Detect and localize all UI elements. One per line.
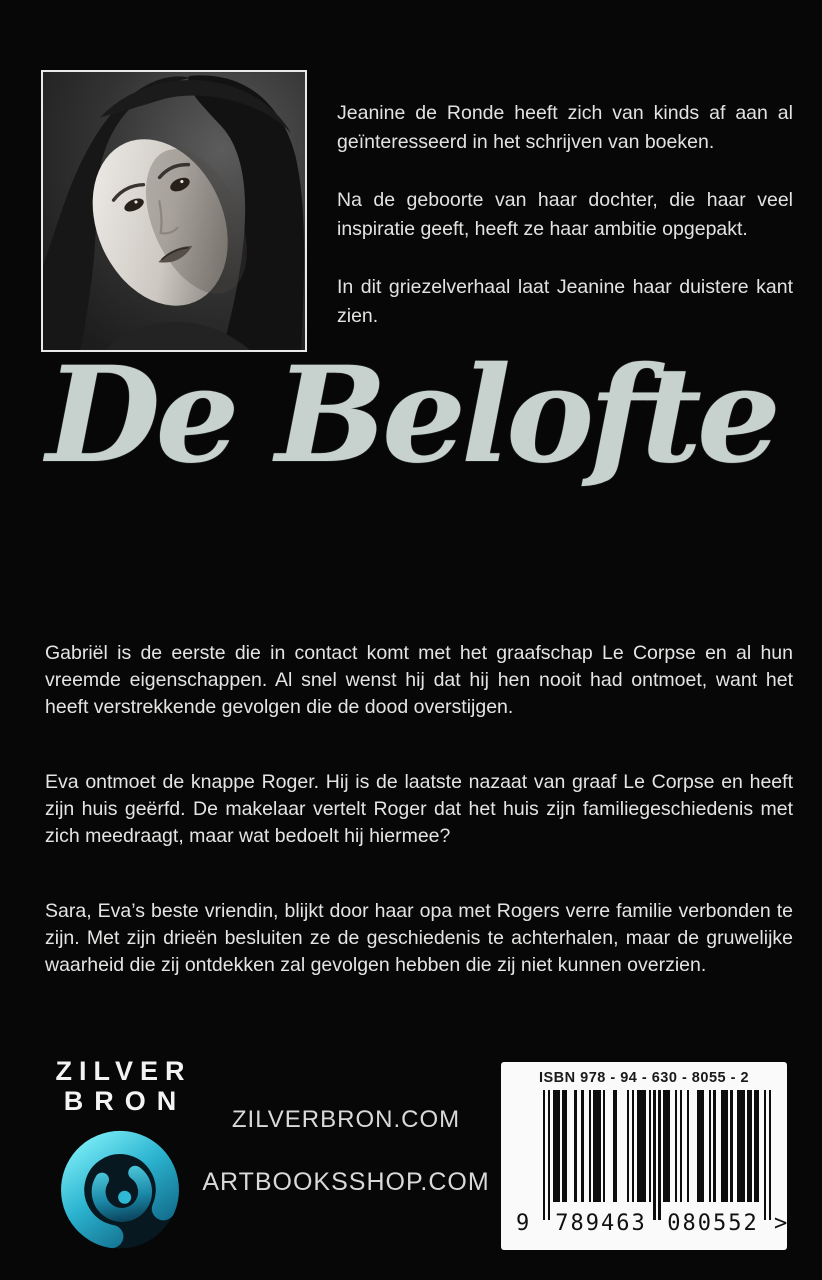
barcode-bar [663, 1090, 670, 1202]
barcode-bar [632, 1090, 634, 1202]
barcode-bar [680, 1090, 682, 1202]
zilverbron-swirl-logo-icon [36, 1120, 204, 1261]
synopsis-paragraph: Eva ontmoet de knappe Roger. Hij is de laatste nazaat van graaf Le Corpse en heeft zijn huis geërfd. De makelaar vertelt Roger dat het huis zijn familiegeschiedenis met zich meedraagt, maar wat bedoelt hij hiermee? [45, 771, 793, 847]
publisher-name-line2: BRON [63, 1086, 188, 1116]
book-title: De Belofte [46, 338, 776, 493]
about-author-paragraph: Jeanine de Ronde heeft zich van kinds af aan al geïnteresseerd in het schrijven van boeken. [337, 102, 793, 153]
barcode-bar [754, 1090, 759, 1202]
barcode-bar [721, 1090, 728, 1202]
isbn-label: ISBN 978 - 94 - 630 - 8055 - 2 [538, 1070, 750, 1086]
barcode [501, 1062, 787, 1250]
barcode-digit-leading: 9 [516, 1211, 530, 1236]
barcode-digits-left: 789463 [555, 1211, 647, 1236]
publisher-name-line1: ZILVER [55, 1056, 192, 1086]
barcode-bar [649, 1090, 651, 1202]
barcode-bars [516, 1090, 788, 1236]
about-author-paragraph: In dit griezelverhaal laat Jeanine haar duistere kant zien. [337, 276, 793, 327]
barcode-bar [747, 1090, 752, 1202]
barcode-bar [687, 1090, 689, 1202]
barcode-bar [589, 1090, 591, 1202]
barcode-bar [543, 1090, 545, 1220]
author-photo [41, 70, 307, 352]
barcode-digits-right: 080552 [667, 1211, 759, 1236]
barcode-bar [697, 1090, 704, 1202]
website-zilverbron: ZILVERBRON.COM [231, 1106, 461, 1133]
barcode-bar [627, 1090, 629, 1202]
barcode-bar [737, 1090, 744, 1202]
publisher-logo-block [36, 1056, 204, 1261]
synopsis-paragraph: Gabriël is de eerste die in contact komt met het graafschap Le Corpse en al hun vreemde eigenschappen. Al snel wenst hij dat hij hen nooit had ontmoet, want het heeft verstrekkende gevolgen die de dood overstijgen. [45, 642, 793, 718]
barcode-bar [658, 1090, 660, 1220]
barcode-bar [613, 1090, 618, 1202]
barcode-bar [709, 1090, 711, 1202]
barcode-bar [713, 1090, 715, 1202]
synopsis-paragraph: Sara, Eva’s beste vriendin, blijkt door haar opa met Rogers verre familie verbonden te zijn. Met zijn drieën besluiten ze de geschiedenis te achterhalen, maar de gruwelijke waarheid die zij ontdekken zal gevolgen hebben die zij niet kunnen overzien. [45, 900, 793, 976]
synopsis-text [45, 640, 793, 979]
barcode-bar [574, 1090, 576, 1202]
barcode-bar [548, 1090, 550, 1220]
barcode-bar [553, 1090, 560, 1202]
barcode-bar [730, 1090, 732, 1202]
barcode-bar [603, 1090, 605, 1202]
about-author-text [337, 99, 793, 331]
barcode-bar [593, 1090, 600, 1202]
barcode-trailing-char: > [774, 1211, 788, 1236]
barcode-bar [562, 1090, 567, 1202]
website-artbooksshop: ARTBOOKSSHOP.COM [202, 1168, 490, 1196]
about-author-paragraph: Na de geboorte van haar dochter, die haar veel inspiratie geeft, heeft ze haar ambitie opgepakt. [337, 189, 793, 240]
barcode-bar [637, 1090, 647, 1202]
barcode-bar [675, 1090, 677, 1202]
barcode-bar [653, 1090, 655, 1220]
barcode-bar [581, 1090, 583, 1202]
websites-block [196, 1107, 496, 1195]
barcode-bar [769, 1090, 771, 1220]
barcode-bar [764, 1090, 766, 1220]
author-portrait-image [43, 72, 305, 350]
